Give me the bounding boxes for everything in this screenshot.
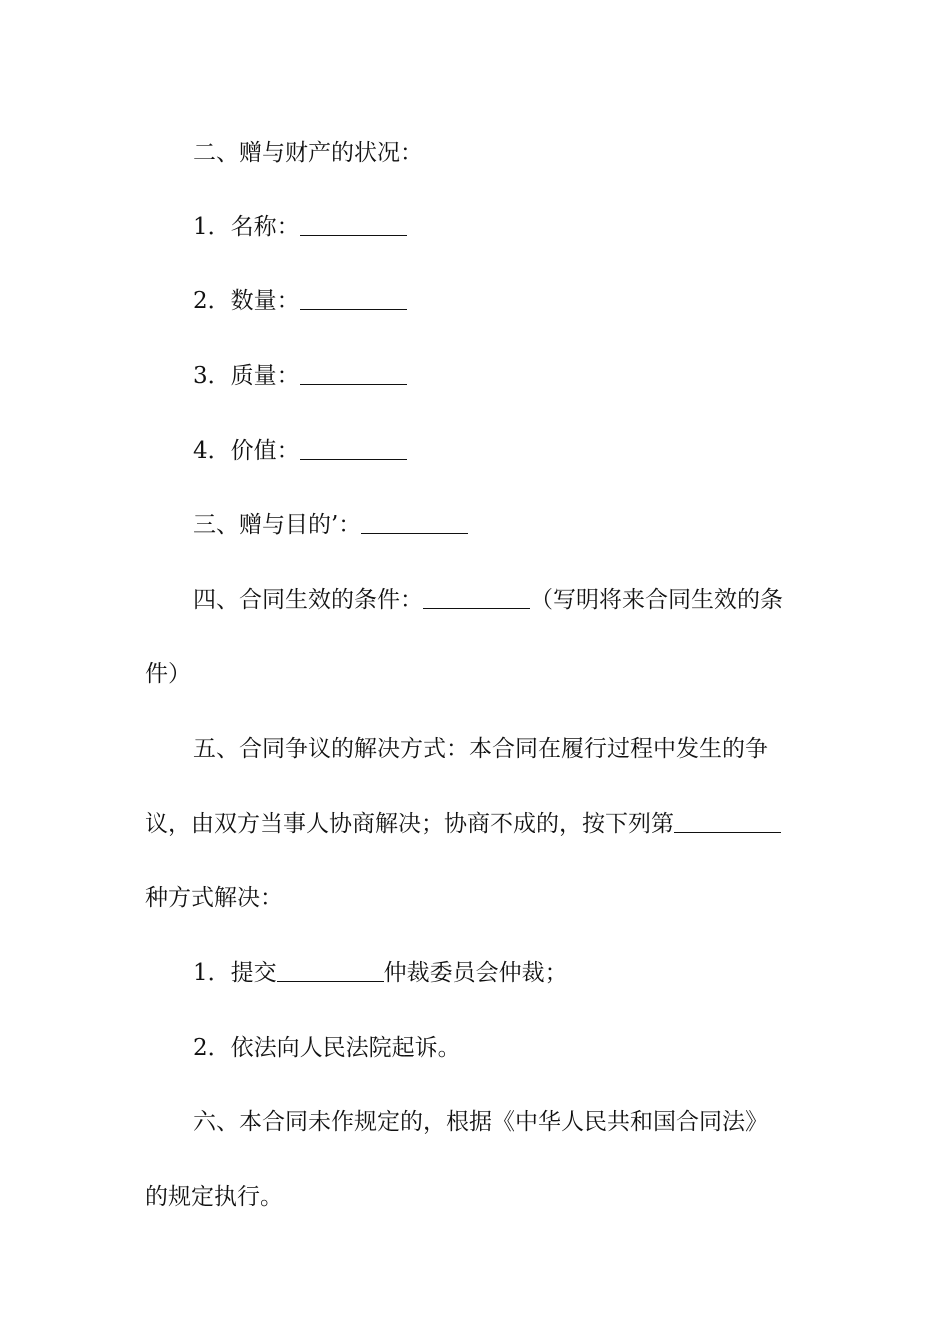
- property-quantity-label: 2．数量：: [193, 288, 300, 314]
- section-2-heading-text: 二、赠与财产的状况：: [193, 140, 423, 166]
- gift-purpose-blank[interactable]: [361, 511, 468, 534]
- gift-purpose-label: 三、赠与目的’：: [193, 512, 362, 538]
- dispute-resolution-text-1: 五、合同争议的解决方式：本合同在履行过程中发生的争: [193, 736, 768, 762]
- dispute-option-1: [193, 958, 858, 988]
- property-quality-label: 3．质量：: [193, 363, 300, 389]
- effective-condition-note: （写明将来合同生效的条: [530, 587, 783, 613]
- dispute-option-2: [193, 1033, 858, 1063]
- property-value-blank[interactable]: [300, 437, 407, 460]
- property-quantity-row: [193, 286, 858, 316]
- governing-law-text-1: 六、本合同未作规定的，根据《中华人民共和国合同法》: [193, 1109, 768, 1135]
- dispute-method-blank[interactable]: [674, 810, 781, 833]
- property-value-label: 4．价值：: [193, 438, 300, 464]
- arbitration-label-before: 1．提交: [193, 960, 277, 986]
- section-2-heading: [193, 138, 858, 168]
- section-6-line-2: [145, 1182, 810, 1212]
- section-6-line-1: [193, 1107, 858, 1137]
- property-name-label: 1．名称：: [193, 214, 300, 240]
- section-3-row: [193, 510, 858, 540]
- property-quantity-blank[interactable]: [300, 287, 407, 310]
- section-5-line-2: [145, 809, 810, 839]
- arbitration-committee-blank[interactable]: [277, 959, 384, 982]
- arbitration-label-after: 仲裁委员会仲裁；: [383, 960, 568, 986]
- dispute-resolution-text-3: 种方式解决：: [145, 885, 283, 911]
- section-5-line-1: [193, 734, 858, 764]
- effective-condition-blank[interactable]: [423, 586, 530, 609]
- litigation-option-text: 2．依法向人民法院起诉。: [193, 1035, 461, 1061]
- governing-law-text-2: 的规定执行。: [145, 1184, 283, 1210]
- property-quality-blank[interactable]: [300, 362, 407, 385]
- section-4-row: [193, 585, 858, 615]
- section-5-line-3: [145, 883, 810, 913]
- property-quality-row: [193, 361, 858, 391]
- effective-condition-label: 四、合同生效的条件：: [193, 587, 423, 613]
- property-name-blank[interactable]: [300, 213, 407, 236]
- effective-condition-note-end: 件）: [145, 661, 191, 687]
- property-name-row: [193, 212, 858, 242]
- dispute-resolution-text-2: 议，由双方当事人协商解决；协商不成的，按下列第: [145, 811, 674, 837]
- section-4-continuation: [145, 659, 810, 689]
- property-value-row: [193, 436, 858, 466]
